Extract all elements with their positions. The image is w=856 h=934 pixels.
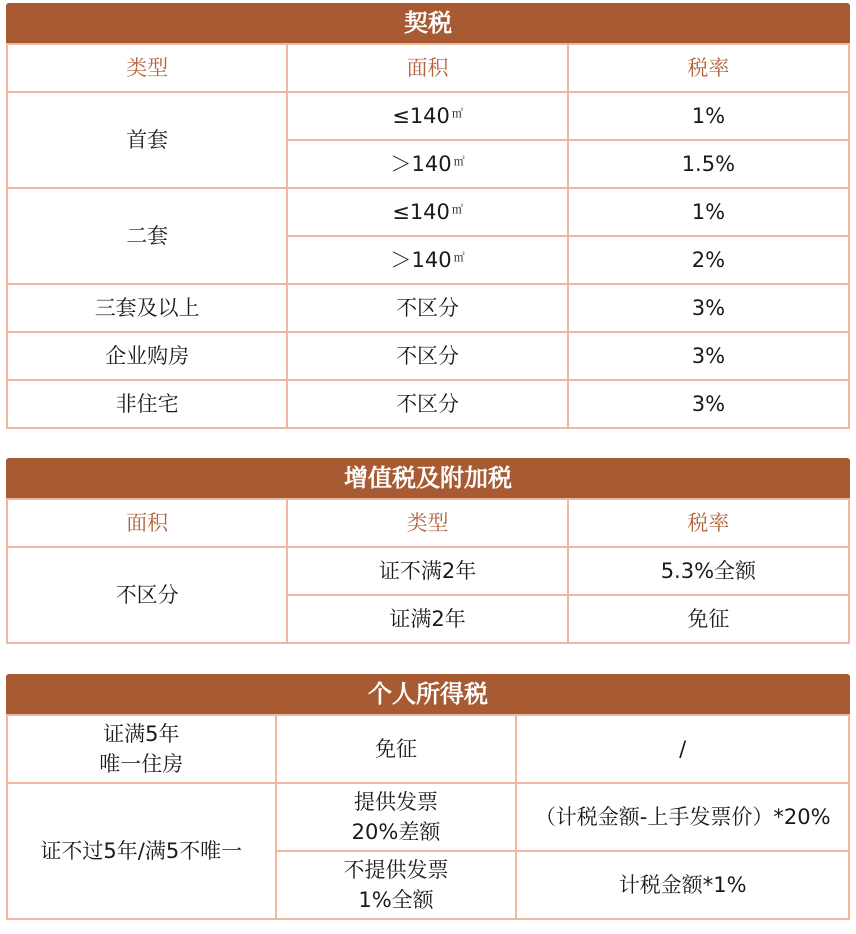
rate-cell: 计税金额*1% [516,851,849,919]
table-row [7,92,849,140]
type-cell: 二套 [7,188,287,284]
area-cell: 不区分 [7,547,287,643]
rate-cell: 3% [568,284,849,332]
deed-tax-section [6,3,850,429]
deed-tax-title: 契税 [6,3,850,43]
rate-cell: 5.3%全额 [568,547,849,595]
table-row [7,380,849,428]
condition-cell: 证不过5年/满5不唯一 [7,783,276,919]
rate-cell: 2% [568,236,849,284]
type-cell: 非住宅 [7,380,287,428]
condition-cell: 证满5年 唯一住房 [7,715,276,783]
type-cell: 不提供发票 1%全额 [276,851,517,919]
header-type: 类型 [287,499,567,547]
header-type: 类型 [7,44,287,92]
area-cell: ≤140 ㎡ [287,188,567,236]
area-cell: 不区分 [287,284,567,332]
type-cell: 免征 [276,715,517,783]
rate-cell: / [516,715,849,783]
rate-cell: （计税金额-上手发票价）*20% [516,783,849,851]
vat-table [6,498,850,644]
header-area: 面积 [7,499,287,547]
type-cell: 三套及以上 [7,284,287,332]
area-cell: ＞140 ㎡ [287,236,567,284]
area-cell: 不区分 [287,380,567,428]
table-row [7,284,849,332]
header-rate: 税率 [568,499,849,547]
area-cell: ＞140 ㎡ [287,140,567,188]
income-tax-table [6,714,850,920]
table-row [7,783,849,851]
header-area: 面积 [287,44,567,92]
area-cell: 不区分 [287,332,567,380]
deed-tax-table [6,43,850,429]
table-header-row [7,44,849,92]
rate-cell: 1% [568,92,849,140]
rate-cell: 3% [568,332,849,380]
type-cell: 企业购房 [7,332,287,380]
area-cell: ≤140 ㎡ [287,92,567,140]
type-cell: 提供发票 20%差额 [276,783,517,851]
type-cell: 证不满2年 [287,547,567,595]
table-row [7,715,849,783]
vat-section [6,458,850,644]
table-row [7,547,849,595]
income-tax-title: 个人所得税 [6,674,850,714]
header-rate: 税率 [568,44,849,92]
income-tax-section [6,674,850,920]
table-header-row [7,499,849,547]
table-row [7,332,849,380]
table-row [7,188,849,236]
vat-title: 增值税及附加税 [6,458,850,498]
rate-cell: 1.5% [568,140,849,188]
type-cell: 首套 [7,92,287,188]
rate-cell: 3% [568,380,849,428]
rate-cell: 免征 [568,595,849,643]
type-cell: 证满2年 [287,595,567,643]
rate-cell: 1% [568,188,849,236]
